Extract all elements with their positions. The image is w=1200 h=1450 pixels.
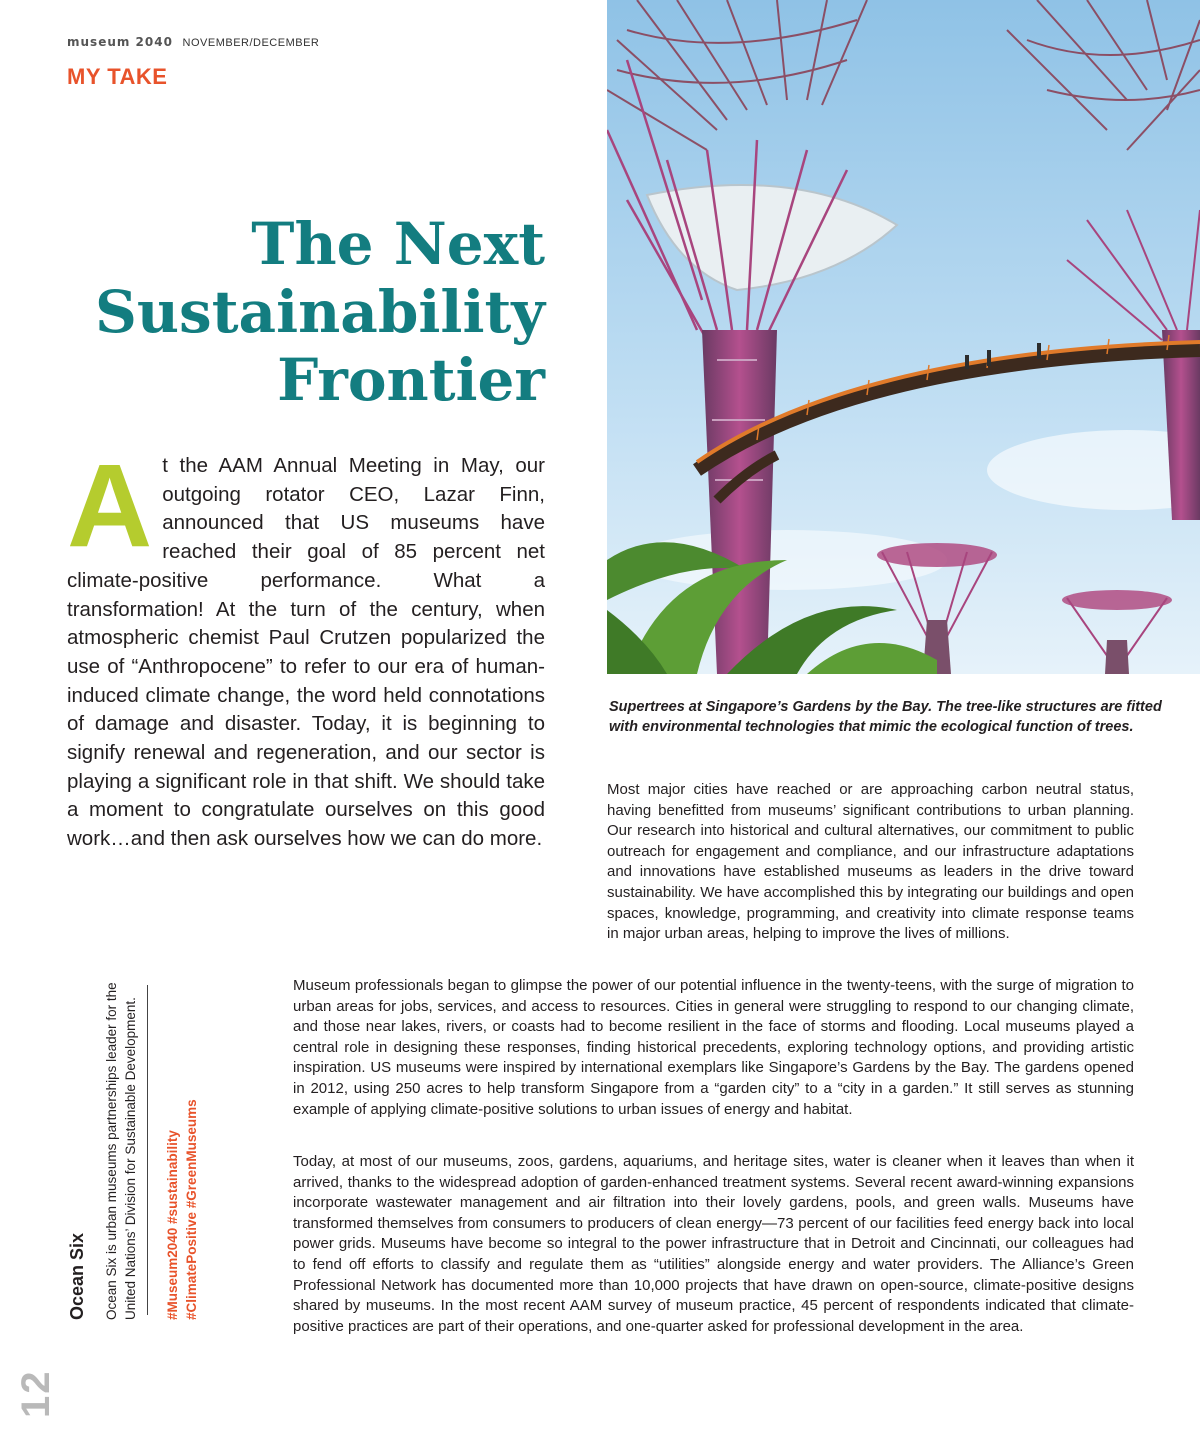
drop-cap: A (67, 440, 153, 572)
lead-paragraph (67, 440, 545, 854)
body-paragraph: Today, at most of our museums, zoos, gardens, aquariums, and heritage sites, water is cleaner when it leaves than when it arrived, thanks to the widespread adoption of garden-enhanced treatment systems. Several recent award-winning expansions incorporate wastewater management and air filtration into their lovely gardens, pools, and green walls. Museums have transformed themselves from consumers to producers of clean energy—73 percent of our facilities feed energy back into local power grids. Museums have become so integral to the power infrastructure that in Detroit and Cincinnati, our colleagues had to fend off efforts to classify and regulate them as “utilities” alongside energy and water providers. The Alliance’s Green Professional Network has documented more than 10,000 projects that have drawn on open-source, climate-positive designs shared by museums. In the most recent AAM survey of museum practice, 45 percent of respondents indicated that climate-positive practices are part of their operations, and one-quarter asked for professional development in the area. (293, 1153, 1134, 1335)
author-bio-line: United Nations’ Division for Sustainable Development. (123, 997, 138, 1320)
lead-text: t the AAM Annual Meeting in May, our outgoing rotator CEO, Lazar Finn, announced that US museums have reached their goal of 85 percent net climate-positive performance. What a transformation! At the turn of the century, when atmospheric chemist Paul Crutzen popularized the use of “Anthropocene” to refer to our era of human-induced climate change, the word held connotations of damage and disaster. Today, it is beginning to signify renewal and regeneration, and our sector is playing a significant role in that shift. We should take a moment to congratulate ourselves on this good work…and then ask ourselves how we can do more. (67, 454, 545, 851)
magazine-name: museum 2040 (67, 35, 173, 49)
hashtag-line: #ClimatePositive #GreenMuseums (184, 1099, 199, 1320)
article-title (40, 210, 545, 414)
issue-date: NOVEMBER/DECEMBER (182, 37, 320, 49)
author-bio (102, 982, 140, 1320)
title-line: Sustainability (94, 278, 545, 346)
title-line: The Next (251, 210, 545, 278)
page-number: 12 (14, 1369, 58, 1418)
sidebar-divider (147, 985, 148, 1315)
body-paragraph: Museum professionals began to glimpse the power of our potential influence in the twenty-teens, with the surge of migration to urban areas for jobs, services, and access to resources. Cities in general were struggling to respond to our changing climate, and those near lakes, rivers, or coasts had to become resilient in the face of storms and flooding. Local museums played a central role in designing these responses, finding historical precedents, exploring technology options, and providing artistic inspiration. US museums were inspired by international exemplars like Singapore’s Gardens by the Bay. The gardens opened in 2012, using 250 acres to help transform Singapore from a “garden city” to a “city in a garden.” It still serves as stunning example of applying climate-positive solutions to urban issues of energy and habitat. (293, 977, 1134, 1118)
author-bio-line: Ocean Six is urban museums partnerships leader for the (104, 982, 119, 1320)
body-paragraph: Most major cities have reached or are approaching carbon neutral status, having benefitted from museums’ significant contributions to urban planning. Our research into historical and cultural alternatives, our commitment to public outreach for engagement and compliance, and our infrastructure adaptations and innovations have established museums as leaders in the drive toward sustainability. We have accomplished this by integrating our buildings and open spaces, knowledge, programming, and creativity into climate response teams in major urban areas, helping to improve the lives of millions. (607, 781, 1134, 943)
photo-caption: Supertrees at Singapore’s Gardens by the Bay. The tree-like structures are fitted with environmental technologies that mimic the ecological function of trees. (609, 699, 1162, 735)
running-head (67, 35, 319, 49)
section-label: MY TAKE (67, 64, 168, 89)
hashtag-line: #Museum2040 #sustainability (165, 1130, 180, 1320)
hashtags (163, 1099, 201, 1320)
supertrees-photo (607, 0, 1200, 674)
author-name: Ocean Six (67, 1232, 87, 1320)
title-line: Frontier (277, 346, 545, 414)
